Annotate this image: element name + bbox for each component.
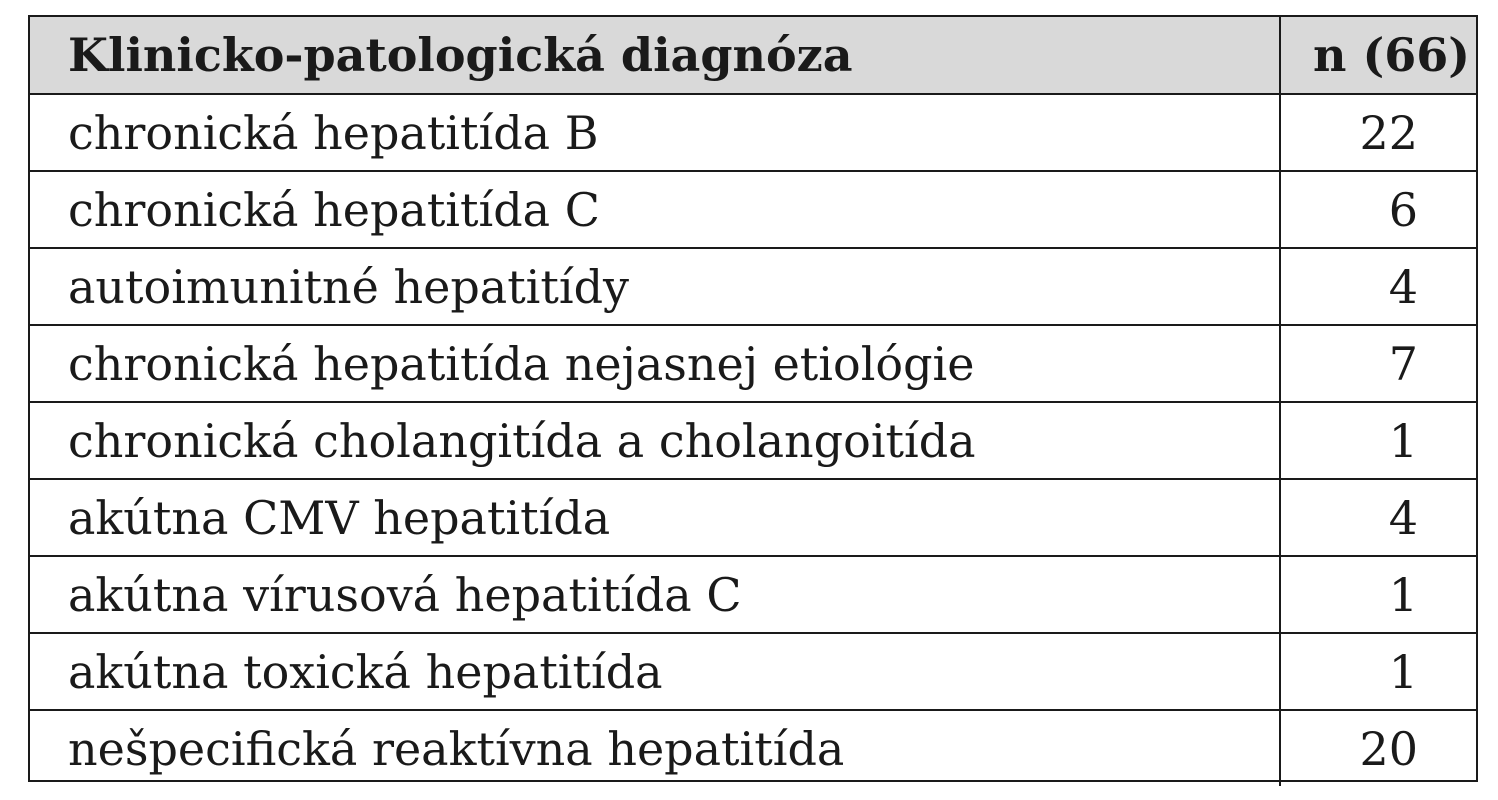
table-row xyxy=(30,556,1476,633)
table-row xyxy=(30,325,1476,402)
table-row xyxy=(30,710,1476,786)
count-cell: 7 xyxy=(1280,325,1476,402)
count-cell: 4 xyxy=(1280,248,1476,325)
table-row xyxy=(30,94,1476,171)
table-row xyxy=(30,248,1476,325)
table-row xyxy=(30,402,1476,479)
count-cell: 4 xyxy=(1280,479,1476,556)
diagnosis-cell: chronická hepatitída nejasnej etiológie xyxy=(30,325,1280,402)
diagnosis-cell: akútna vírusová hepatitída C xyxy=(30,556,1280,633)
diagnosis-cell: nešpecifická reaktívna hepatitída xyxy=(68,721,845,776)
diagnosis-cell: akútna CMV hepatitída xyxy=(30,479,1280,556)
diagnosis-cell: akútna toxická hepatitída xyxy=(30,633,1280,710)
diagnosis-cell: chronická cholangitída a cholangoitída xyxy=(30,402,1280,479)
diagnosis-table-container xyxy=(28,15,1478,782)
diagnosis-table xyxy=(30,17,1476,786)
diagnosis-cell: chronická hepatitída C xyxy=(30,171,1280,248)
table-row xyxy=(30,171,1476,248)
count-cell: 6 xyxy=(1280,171,1476,248)
table-row xyxy=(30,479,1476,556)
header-count: n (66) xyxy=(1280,17,1476,94)
count-cell: 20 xyxy=(1280,710,1476,786)
count-cell: 1 xyxy=(1280,633,1476,710)
header-diagnosis: Klinicko-patologická diagnóza xyxy=(30,17,1280,94)
diagnosis-cell: autoimunitné hepatitídy xyxy=(30,248,1280,325)
count-cell: 1 xyxy=(1280,402,1476,479)
table-header-row xyxy=(30,17,1476,94)
count-cell: 22 xyxy=(1280,94,1476,171)
count-cell: 1 xyxy=(1280,556,1476,633)
table-row xyxy=(30,633,1476,710)
diagnosis-cell: chronická hepatitída B xyxy=(30,94,1280,171)
